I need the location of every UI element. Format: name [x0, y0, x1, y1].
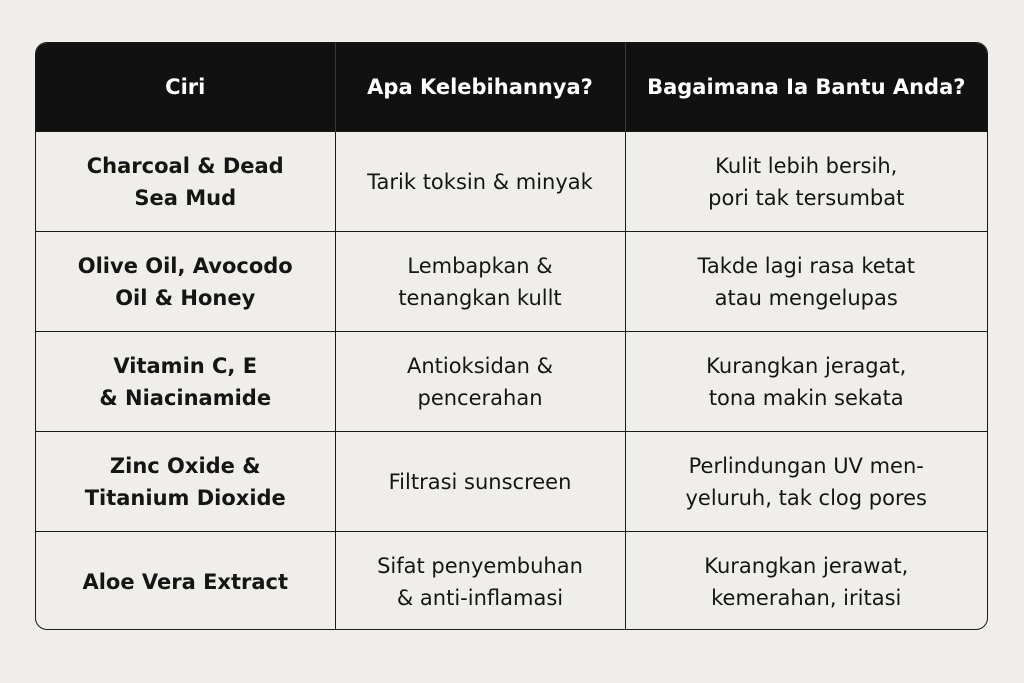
feature-cell [36, 332, 335, 432]
help-cell [625, 332, 987, 432]
help-cell [625, 532, 987, 631]
header-feature: Ciri [36, 43, 335, 132]
table-row [36, 332, 987, 432]
help-cell [625, 132, 987, 232]
feature-cell [36, 432, 335, 532]
benefit-cell [335, 332, 625, 432]
comparison-table-container [35, 42, 988, 630]
benefit-cell [335, 132, 625, 232]
table-row [36, 432, 987, 532]
feature-text: Zinc Oxide & Titanium Dioxide [84, 453, 286, 510]
table-body [36, 132, 987, 631]
table-row [36, 532, 987, 631]
feature-cell [36, 232, 335, 332]
table-row [36, 232, 987, 332]
table-row [36, 132, 987, 232]
benefit-cell [335, 532, 625, 631]
benefit-text: Filtrasi sunscreen [388, 469, 572, 494]
benefit-text: Lembapkan & tenangkan kullt [398, 253, 562, 310]
table-header [36, 43, 987, 132]
feature-text: Charcoal & Dead Sea Mud [86, 153, 284, 210]
feature-cell [36, 132, 335, 232]
benefit-text: Antioksidan & pencerahan [406, 353, 554, 410]
help-text: Perlindungan UV men- yeluruh, tak clog pores [685, 453, 927, 510]
ingredient-table [36, 43, 987, 630]
benefit-cell [335, 432, 625, 532]
header-benefit: Apa Kelebihannya? [335, 43, 625, 132]
help-text: Kurangkan jerawat, kemerahan, iritasi [704, 553, 909, 610]
header-row [36, 43, 987, 132]
help-text: Takde lagi rasa ketat atau mengelupas [697, 253, 915, 310]
feature-cell [36, 532, 335, 631]
header-help: Bagaimana Ia Bantu Anda? [625, 43, 987, 132]
benefit-text: Sifat penyembuhan & anti-inflamasi [377, 553, 583, 610]
help-cell [625, 432, 987, 532]
benefit-cell [335, 232, 625, 332]
feature-text: Vitamin C, E & Niacinamide [99, 353, 272, 410]
feature-text: Aloe Vera Extract [82, 569, 289, 594]
feature-text: Olive Oil, Avocodo Oil & Honey [77, 253, 293, 310]
help-cell [625, 232, 987, 332]
help-text: Kurangkan jeragat, tona makin sekata [706, 353, 907, 410]
benefit-text: Tarik toksin & minyak [367, 169, 593, 194]
help-text: Kulit lebih bersih, pori tak tersumbat [708, 153, 905, 210]
